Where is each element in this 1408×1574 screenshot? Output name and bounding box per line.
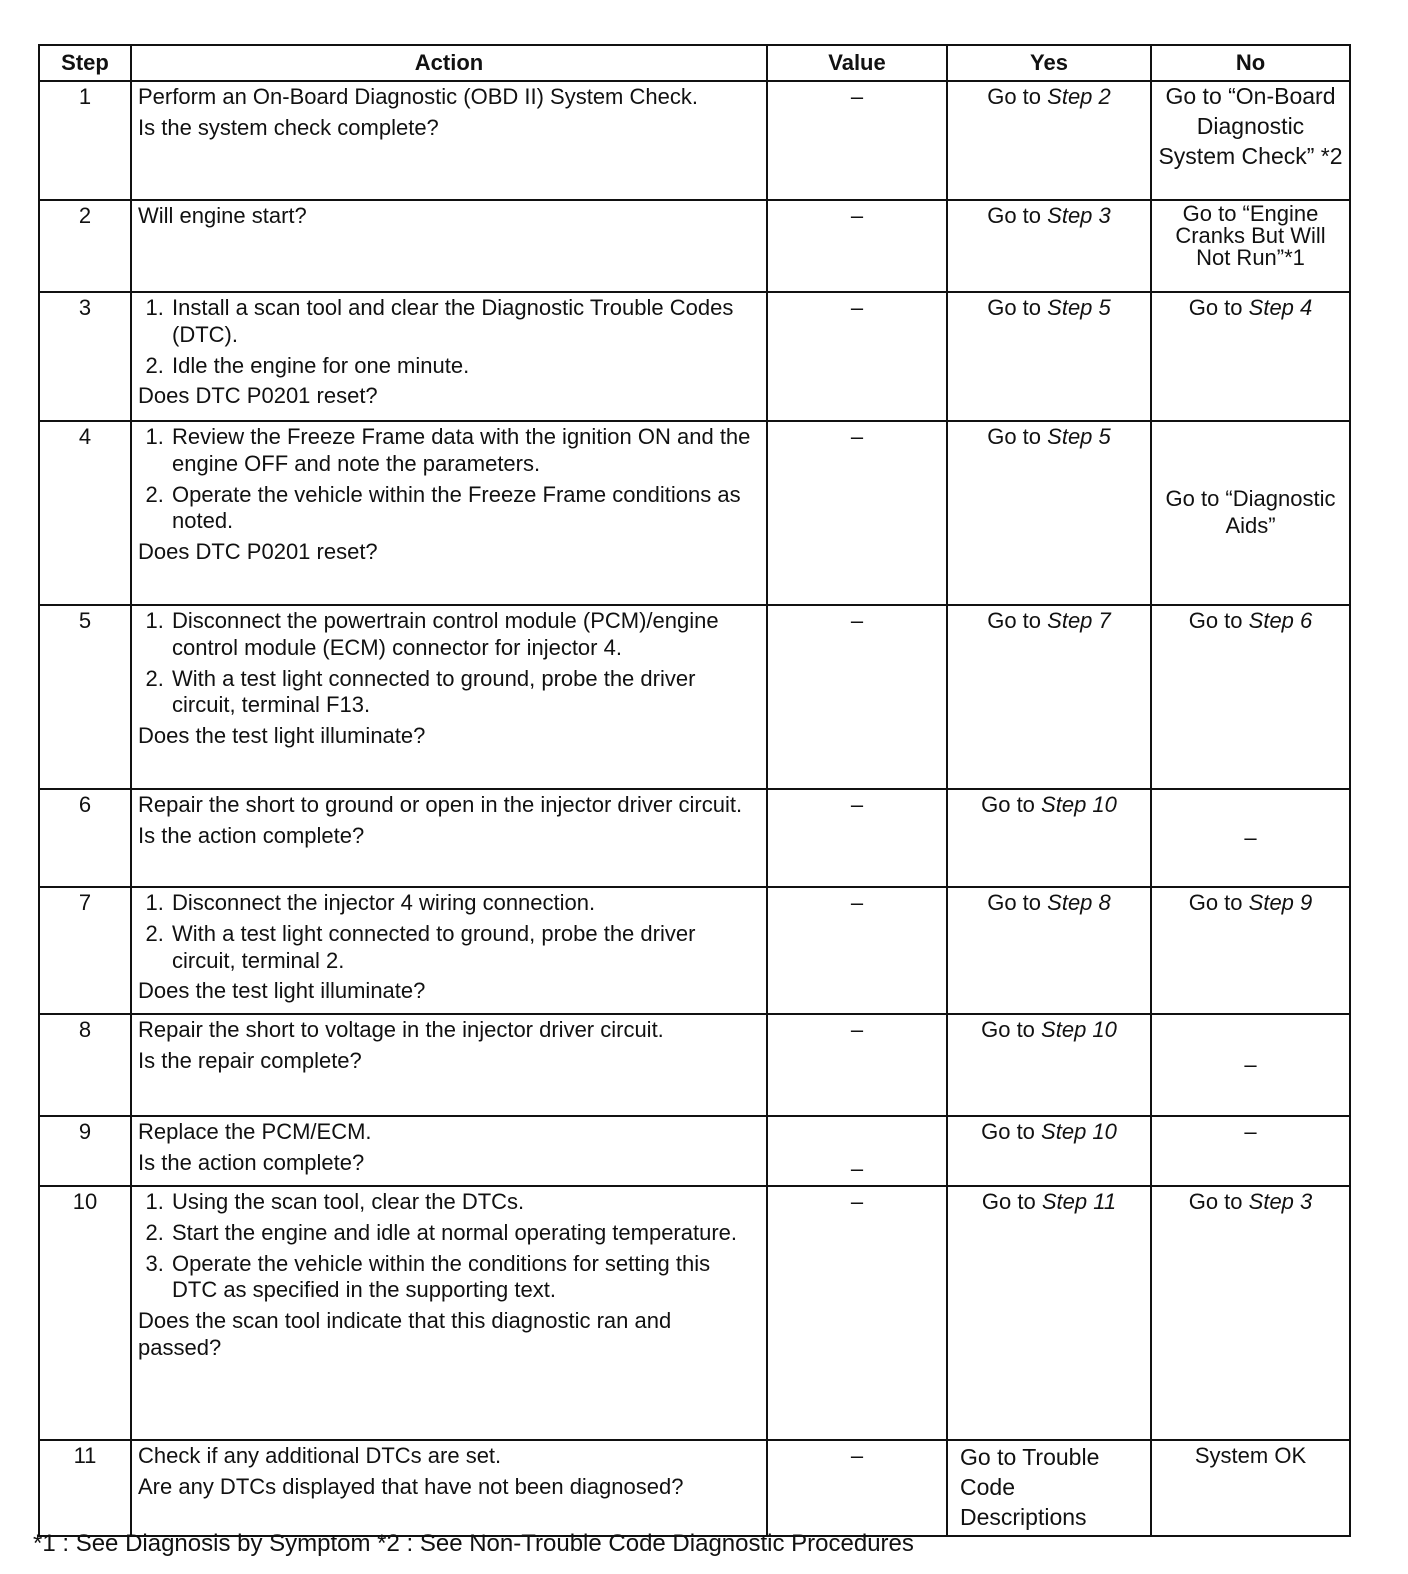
yes-cell [947,292,1151,421]
yes-cell [947,200,1151,292]
no-cell [1151,605,1350,789]
action-cell [131,1116,767,1186]
action-question: Does the test light illuminate? [138,978,426,1004]
step-number: 3 [39,292,131,421]
action-question: Does the test light illuminate? [138,723,426,749]
table-row [39,1440,1350,1536]
no-cell: – [1151,1014,1350,1116]
action-cell [131,421,767,605]
yes-cell [947,1186,1151,1440]
table-row [39,887,1350,1014]
step-number: 2 [39,200,131,292]
action-item: 2. With a test light connected to ground, probe the driver circuit, terminal 2. [170,921,760,975]
step-number: 6 [39,789,131,887]
table-row [39,1014,1350,1116]
yes-step-ref: Step 10 [1041,1017,1117,1042]
yes-text: Go to [987,84,1042,109]
yes-step-ref: Step 3 [1047,203,1111,228]
header-no: No [1151,45,1350,81]
value-cell: – [767,1014,947,1116]
value-cell: – [767,605,947,789]
yes-text: Go to [987,424,1042,449]
no-cell [1151,292,1350,421]
action-list [138,1189,760,1304]
table-row [39,292,1350,421]
yes-cell [947,605,1151,789]
action-question: Does the scan tool indicate that this diagnostic ran and passed? [138,1308,672,1361]
value-cell: – [767,200,947,292]
action-cell [131,200,767,292]
action-question: Will engine start? [138,203,307,228]
value-cell: – [767,1440,947,1536]
action-cell [131,1440,767,1536]
action-item: 1. Using the scan tool, clear the DTCs. [170,1189,760,1216]
no-text: Go to [1188,295,1243,320]
yes-cell [947,1116,1151,1186]
table-row [39,200,1350,292]
header-yes: Yes [947,45,1151,81]
action-text: Check if any additional DTCs are set. [138,1443,502,1468]
yes-text: Go to [981,792,1035,817]
yes-text: Go to [981,1017,1035,1042]
value-cell: – [767,789,947,887]
action-cell [131,887,767,1014]
yes-step-ref: Step 11 [1041,1189,1117,1214]
yes-step-ref: Step 10 [1041,792,1117,817]
action-item: 2. Operate the vehicle within the Freeze Frame conditions as noted. [170,482,760,536]
step-number: 9 [39,1116,131,1186]
action-cell [131,1186,767,1440]
action-cell [131,605,767,789]
no-text: Go to [1188,1189,1243,1214]
table-row [39,605,1350,789]
no-cell: Go to “Engine Cranks But Will Not Run”*1 [1151,200,1350,292]
no-cell: System OK [1151,1440,1350,1536]
diagnostic-table [38,44,1351,1537]
table-row [39,1186,1350,1440]
action-item: 2. Start the engine and idle at normal operating temperature. [170,1220,760,1247]
action-question: Is the action complete? [138,1149,365,1175]
header-row [39,45,1350,81]
no-cell [1151,1186,1350,1440]
action-question: Does DTC P0201 reset? [138,539,378,565]
value-cell: – [767,1116,947,1186]
yes-text: Go to [981,1189,1036,1214]
no-step-ref: Step 4 [1248,295,1313,320]
no-step-ref: Step 6 [1248,608,1313,633]
yes-text: Go to [987,608,1042,633]
yes-cell [947,1014,1151,1116]
action-item: 2. Idle the engine for one minute. [170,353,760,380]
action-text: Repair the short to ground or open in the injector driver circuit. [138,792,743,817]
action-item: 1. Review the Freeze Frame data with the ignition ON and the engine OFF and note the parameters. [170,424,760,478]
yes-step-ref: Step 10 [1041,1119,1117,1144]
value-cell: – [767,292,947,421]
action-list [138,424,760,535]
yes-cell [947,887,1151,1014]
action-cell [131,81,767,200]
value-cell: – [767,887,947,1014]
value-cell: – [767,1186,947,1440]
no-cell: – [1151,789,1350,887]
table-row [39,1116,1350,1186]
yes-step-ref: Step 8 [1047,890,1111,915]
action-cell [131,789,767,887]
step-number: 4 [39,421,131,605]
no-cell: Go to “On-Board Diagnostic System Check” *2 [1151,81,1350,200]
yes-step-ref: Step 2 [1047,84,1111,109]
action-question: Is the repair complete? [138,1047,362,1073]
step-number: 8 [39,1014,131,1116]
action-item: 1. Disconnect the injector 4 wiring connection. [170,890,760,917]
yes-cell [947,81,1151,200]
step-number: 1 [39,81,131,200]
yes-cell [947,421,1151,605]
no-text: Go to [1188,890,1243,915]
action-cell [131,1014,767,1116]
action-question: Is the system check complete? [138,114,439,140]
no-step-ref: Step 9 [1248,890,1313,915]
yes-text: Go to [987,203,1042,228]
step-number: 7 [39,887,131,1014]
action-list [138,890,760,974]
no-text: Go to [1188,608,1243,633]
no-cell [1151,887,1350,1014]
no-cell: – [1151,1116,1350,1186]
yes-text: Go to [981,1119,1035,1144]
action-cell [131,292,767,421]
yes-text: Go to [987,295,1042,320]
value-cell: – [767,421,947,605]
yes-cell [947,789,1151,887]
action-text: Perform an On-Board Diagnostic (OBD II) System Check. [138,84,698,109]
step-number: 11 [39,1440,131,1536]
action-question: Is the action complete? [138,822,365,848]
action-item: 3. Operate the vehicle within the conditions for setting this DTC as specified in the supporting text. [170,1251,760,1305]
action-list [138,608,760,719]
table-row [39,789,1350,887]
action-item: 1. Install a scan tool and clear the Diagnostic Trouble Codes (DTC). [170,295,760,349]
yes-step-ref: Step 7 [1047,608,1111,633]
action-item: 2. With a test light connected to ground, probe the driver circuit, terminal F13. [170,666,760,720]
header-action: Action [131,45,767,81]
action-list [138,295,760,379]
action-question: Are any DTCs displayed that have not been diagnosed? [138,1473,684,1499]
footnote: *1 : See Diagnosis by Symptom *2 : See Non-Trouble Code Diagnostic Procedures [33,1530,914,1557]
yes-step-ref: Step 5 [1047,424,1111,449]
header-value: Value [767,45,947,81]
value-cell: – [767,81,947,200]
action-text: Replace the PCM/ECM. [138,1119,372,1144]
table-row [39,421,1350,605]
yes-cell: Go to Trouble Code Descriptions [947,1440,1151,1536]
action-text: Repair the short to voltage in the injector driver circuit. [138,1017,664,1042]
action-item: 1. Disconnect the powertrain control module (PCM)/engine control module (ECM) connector for injector 4. [170,608,760,662]
yes-step-ref: Step 5 [1047,295,1111,320]
yes-text: Go to [987,890,1042,915]
action-question: Does DTC P0201 reset? [138,383,378,409]
step-number: 5 [39,605,131,789]
header-step: Step [39,45,131,81]
no-step-ref: Step 3 [1248,1189,1313,1214]
no-cell: Go to “Diagnostic Aids” [1151,421,1350,605]
step-number: 10 [39,1186,131,1440]
table-row [39,81,1350,200]
